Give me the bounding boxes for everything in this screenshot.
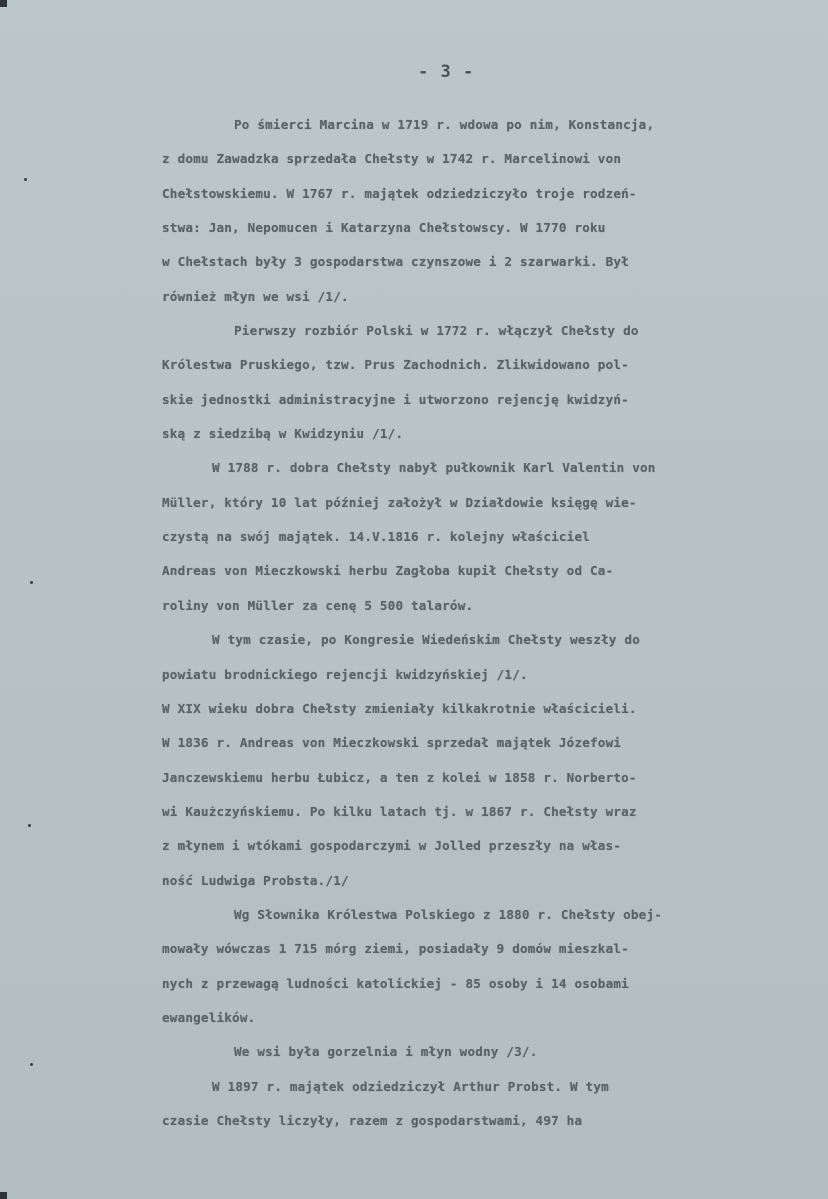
margin-dot [24, 178, 27, 181]
text-line: Janczewskiemu herbu Łubicz, a ten z kolei w 1858 r. Norberto- [162, 769, 637, 785]
text-line: ność Ludwiga Probsta./1/ [162, 872, 349, 888]
margin-dot [30, 1063, 33, 1066]
scan-corner-mark [0, 0, 7, 7]
text-line: W 1897 r. majątek odziedziczył Arthur Probst. W tym [212, 1078, 609, 1094]
text-line: Wg Słownika Królestwa Polskiego z 1880 r. Chełsty obej- [234, 906, 663, 922]
text-line: Chełstowskiemu. W 1767 r. majątek odziedziczyło troje rodzeń- [162, 185, 637, 201]
text-line: stwa: Jan, Nepomucen i Katarzyna Chełstowscy. W 1770 roku [162, 220, 606, 236]
text-line: roliny von Müller za cenę 5 500 talarów. [162, 597, 474, 613]
text-line: czasie Chełsty liczyły, razem z gospodarstwami, 497 ha [162, 1112, 583, 1128]
text-line: skie jednostki administracyjne i utworzono rejencję kwidzyń- [162, 391, 629, 407]
scan-corner-mark [0, 1192, 7, 1199]
text-line: w Chełstach były 3 gospodarstwa czynszowe i 2 szarwarki. Był [162, 254, 629, 270]
text-line: ską z siedzibą w Kwidzyniu /1/. [162, 426, 404, 442]
page-number: - 3 - [418, 62, 475, 82]
text-line: W XIX wieku dobra Chełsty zmieniały kilkakrotnie właścicieli. [162, 700, 637, 716]
margin-dot [30, 581, 33, 584]
text-line: również młyn we wsi /1/. [162, 288, 349, 304]
text-line: W 1788 r. dobra Chełsty nabył pułkownik Karl Valentin von [212, 460, 656, 476]
text-line: W 1836 r. Andreas von Mieczkowski sprzedał majątek Józefowi [162, 735, 622, 751]
text-line: powiatu brodnickiego rejencji kwidzyńskiej /1/. [162, 666, 528, 682]
text-line: ewangelików. [162, 1009, 256, 1025]
text-line: Królestwa Pruskiego, tzw. Prus Zachodnich. Zlikwidowano pol- [162, 357, 629, 373]
text-line: wi Kaużczyńskiemu. Po kilku latach tj. w 1867 r. Chełsty wraz [162, 803, 637, 819]
margin-dot [28, 824, 31, 827]
text-line: czystą na swój majątek. 14.V.1816 r. kolejny właściciel [162, 529, 591, 545]
document-body [162, 108, 802, 1138]
text-line: z młynem i wtókami gospodarczymi w Jolled przeszły na włas- [162, 838, 622, 854]
text-line: Müller, który 10 lat później założył w Działdowie księgę wie- [162, 494, 637, 510]
text-line: z domu Zawadzka sprzedała Chełsty w 1742 r. Marcelinowi von [162, 151, 622, 167]
text-line: mowały wówczas 1 715 mórg ziemi, posiadały 9 domów mieszkal- [162, 941, 629, 957]
text-line: W tym czasie, po Kongresie Wiedeńskim Chełsty weszły do [212, 632, 641, 648]
text-line: Andreas von Mieczkowski herbu Zagłoba kupił Chełsty od Ca- [162, 563, 614, 579]
text-line: Pierwszy rozbiór Polski w 1772 r. włączył Chełsty do [234, 323, 639, 339]
text-line: Po śmierci Marcina w 1719 r. wdowa po nim, Konstancja, [234, 117, 655, 132]
text-line: We wsi była gorzelnia i młyn wodny /3/. [234, 1044, 538, 1060]
text-line: nych z przewagą ludności katolickiej - 85 osoby i 14 osobami [162, 975, 629, 991]
